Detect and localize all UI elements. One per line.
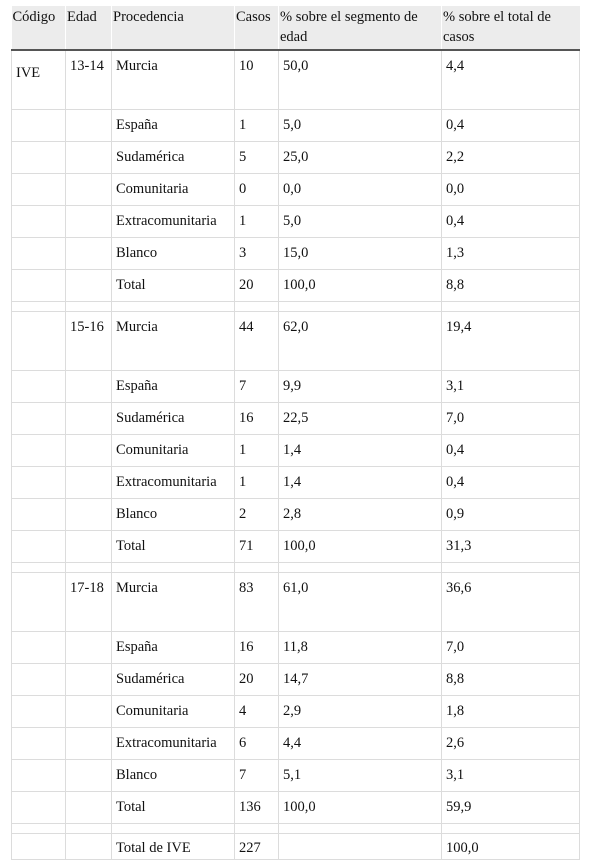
spacer-cell — [12, 563, 66, 573]
age-cell — [66, 110, 112, 142]
origin-cell: Comunitaria — [112, 174, 235, 206]
cases-cell: 1 — [235, 110, 279, 142]
origin-cell: Sudamérica — [112, 142, 235, 174]
spacer-cell — [235, 302, 279, 312]
pct-segment-cell: 25,0 — [279, 142, 442, 174]
table-row — [12, 573, 580, 632]
cases-cell: 1 — [235, 467, 279, 499]
origin-cell: Extracomunitaria — [112, 728, 235, 760]
pct-segment-cell: 22,5 — [279, 403, 442, 435]
pct-segment-cell: 14,7 — [279, 664, 442, 696]
code-cell — [12, 760, 66, 792]
age-cell — [66, 435, 112, 467]
table-row — [12, 403, 580, 435]
cases-cell: 3 — [235, 238, 279, 270]
spacer-cell — [442, 563, 580, 573]
spacer-cell — [12, 302, 66, 312]
cases-cell: 2 — [235, 499, 279, 531]
origin-cell: Blanco — [112, 760, 235, 792]
cases-cell: 71 — [235, 531, 279, 563]
cases-cell: 5 — [235, 142, 279, 174]
code-cell — [12, 664, 66, 696]
spacer-cell — [66, 302, 112, 312]
header-casos: Casos — [235, 6, 279, 50]
pct-total-cell: 0,9 — [442, 499, 580, 531]
cases-cell: 20 — [235, 270, 279, 302]
age-cell — [66, 664, 112, 696]
header-pct-total: % sobre el total de casos — [442, 6, 580, 50]
pct-total-cell: 8,8 — [442, 664, 580, 696]
spacer-cell — [442, 302, 580, 312]
code-cell — [12, 238, 66, 270]
cases-cell: 1 — [235, 206, 279, 238]
pct-segment-cell: 5,0 — [279, 206, 442, 238]
spacer-cell — [235, 563, 279, 573]
code-cell — [12, 371, 66, 403]
age-cell: 17-18 — [66, 573, 112, 632]
origin-cell: Extracomunitaria — [112, 467, 235, 499]
code-cell — [12, 531, 66, 563]
code-cell — [12, 728, 66, 760]
pct-total-cell: 3,1 — [442, 760, 580, 792]
pct-segment-cell: 61,0 — [279, 573, 442, 632]
cases-cell: 136 — [235, 792, 279, 824]
cases-cell: 227 — [235, 834, 279, 860]
age-cell — [66, 792, 112, 824]
table-row — [12, 110, 580, 142]
table-row — [12, 206, 580, 238]
code-cell: IVE — [12, 50, 66, 110]
age-cell — [66, 174, 112, 206]
pct-segment-cell: 15,0 — [279, 238, 442, 270]
cases-cell: 44 — [235, 312, 279, 371]
code-cell — [12, 174, 66, 206]
origin-cell: Comunitaria — [112, 435, 235, 467]
table-row — [12, 696, 580, 728]
pct-total-cell: 7,0 — [442, 403, 580, 435]
spacer-cell — [66, 563, 112, 573]
pct-total-cell: 31,3 — [442, 531, 580, 563]
grand-total-row — [12, 834, 580, 860]
origin-cell: Sudamérica — [112, 664, 235, 696]
spacer-cell — [279, 302, 442, 312]
origin-cell: Murcia — [112, 573, 235, 632]
cases-cell: 7 — [235, 760, 279, 792]
age-cell — [66, 632, 112, 664]
table-row — [12, 270, 580, 302]
age-cell — [66, 238, 112, 270]
spacer-cell — [279, 563, 442, 573]
code-cell — [12, 499, 66, 531]
pct-total-cell: 59,9 — [442, 792, 580, 824]
origin-cell: Total — [112, 792, 235, 824]
header-row — [12, 6, 580, 50]
pct-segment-cell — [279, 834, 442, 860]
pct-segment-cell: 5,0 — [279, 110, 442, 142]
age-cell — [66, 834, 112, 860]
pct-total-cell: 100,0 — [442, 834, 580, 860]
age-cell — [66, 467, 112, 499]
pct-total-cell: 19,4 — [442, 312, 580, 371]
table-row — [12, 312, 580, 371]
pct-total-cell: 2,2 — [442, 142, 580, 174]
spacer-cell — [112, 302, 235, 312]
pct-segment-cell: 100,0 — [279, 531, 442, 563]
code-cell — [12, 270, 66, 302]
pct-total-cell: 1,3 — [442, 238, 580, 270]
origin-cell: Blanco — [112, 238, 235, 270]
origin-cell: Comunitaria — [112, 696, 235, 728]
table-row — [12, 174, 580, 206]
table-row — [12, 760, 580, 792]
origin-cell: Murcia — [112, 50, 235, 110]
table-row — [12, 467, 580, 499]
pct-total-cell: 2,6 — [442, 728, 580, 760]
pct-segment-cell: 50,0 — [279, 50, 442, 110]
code-cell — [12, 403, 66, 435]
cases-cell: 20 — [235, 664, 279, 696]
table-body — [12, 50, 580, 859]
spacer-row — [12, 302, 580, 312]
table-row — [12, 50, 580, 110]
code-cell — [12, 834, 66, 860]
age-cell: 13-14 — [66, 50, 112, 110]
origin-cell: Blanco — [112, 499, 235, 531]
age-cell — [66, 142, 112, 174]
origin-cell: Total — [112, 531, 235, 563]
cases-cell: 16 — [235, 632, 279, 664]
cases-cell: 0 — [235, 174, 279, 206]
table-row — [12, 792, 580, 824]
table-row — [12, 664, 580, 696]
table-header — [12, 6, 580, 50]
code-cell — [12, 792, 66, 824]
pct-segment-cell: 62,0 — [279, 312, 442, 371]
ive-cases-table — [11, 6, 580, 860]
pct-segment-cell: 0,0 — [279, 174, 442, 206]
age-cell — [66, 760, 112, 792]
pct-segment-cell: 2,9 — [279, 696, 442, 728]
origin-cell: España — [112, 371, 235, 403]
origin-cell: Sudamérica — [112, 403, 235, 435]
code-cell — [12, 110, 66, 142]
age-cell — [66, 403, 112, 435]
table-row — [12, 499, 580, 531]
pct-total-cell: 0,0 — [442, 174, 580, 206]
header-procedencia: Procedencia — [112, 6, 235, 50]
age-cell — [66, 531, 112, 563]
origin-cell: España — [112, 632, 235, 664]
pct-total-cell: 8,8 — [442, 270, 580, 302]
age-cell: 15-16 — [66, 312, 112, 371]
pct-total-cell: 3,1 — [442, 371, 580, 403]
age-cell — [66, 499, 112, 531]
pct-total-cell: 0,4 — [442, 467, 580, 499]
pct-segment-cell: 1,4 — [279, 435, 442, 467]
header-codigo: Código — [12, 6, 66, 50]
age-cell — [66, 371, 112, 403]
table-row — [12, 531, 580, 563]
code-cell — [12, 632, 66, 664]
code-cell — [12, 573, 66, 632]
pct-segment-cell: 11,8 — [279, 632, 442, 664]
pct-total-cell: 1,8 — [442, 696, 580, 728]
header-edad: Edad — [66, 6, 112, 50]
origin-cell: Total — [112, 270, 235, 302]
origin-cell: Extracomunitaria — [112, 206, 235, 238]
cases-cell: 16 — [235, 403, 279, 435]
cases-cell: 4 — [235, 696, 279, 728]
code-cell — [12, 435, 66, 467]
code-cell — [12, 312, 66, 371]
pct-total-cell: 0,4 — [442, 435, 580, 467]
age-cell — [66, 728, 112, 760]
code-cell — [12, 696, 66, 728]
code-cell — [12, 467, 66, 499]
table-row — [12, 142, 580, 174]
age-cell — [66, 696, 112, 728]
cases-cell: 10 — [235, 50, 279, 110]
cases-cell: 1 — [235, 435, 279, 467]
cases-cell: 83 — [235, 573, 279, 632]
table-row — [12, 435, 580, 467]
table-row — [12, 371, 580, 403]
header-pct-segmento: % sobre el segmento de edad — [279, 6, 442, 50]
spacer-row — [12, 563, 580, 573]
code-cell — [12, 142, 66, 174]
age-cell — [66, 206, 112, 238]
age-cell — [66, 270, 112, 302]
cases-cell: 7 — [235, 371, 279, 403]
pct-segment-cell: 100,0 — [279, 792, 442, 824]
pct-segment-cell: 1,4 — [279, 467, 442, 499]
pct-segment-cell: 100,0 — [279, 270, 442, 302]
origin-cell: Total de IVE — [112, 834, 235, 860]
pct-total-cell: 36,6 — [442, 573, 580, 632]
origin-cell: España — [112, 110, 235, 142]
pct-segment-cell: 9,9 — [279, 371, 442, 403]
pct-total-cell: 0,4 — [442, 110, 580, 142]
table-row — [12, 728, 580, 760]
table-row — [12, 632, 580, 664]
pct-total-cell: 4,4 — [442, 50, 580, 110]
pct-segment-cell: 2,8 — [279, 499, 442, 531]
code-cell — [12, 206, 66, 238]
origin-cell: Murcia — [112, 312, 235, 371]
pct-segment-cell: 4,4 — [279, 728, 442, 760]
table-row — [12, 238, 580, 270]
spacer-cell — [112, 563, 235, 573]
pct-total-cell: 0,4 — [442, 206, 580, 238]
pct-segment-cell: 5,1 — [279, 760, 442, 792]
pct-total-cell: 7,0 — [442, 632, 580, 664]
cases-cell: 6 — [235, 728, 279, 760]
